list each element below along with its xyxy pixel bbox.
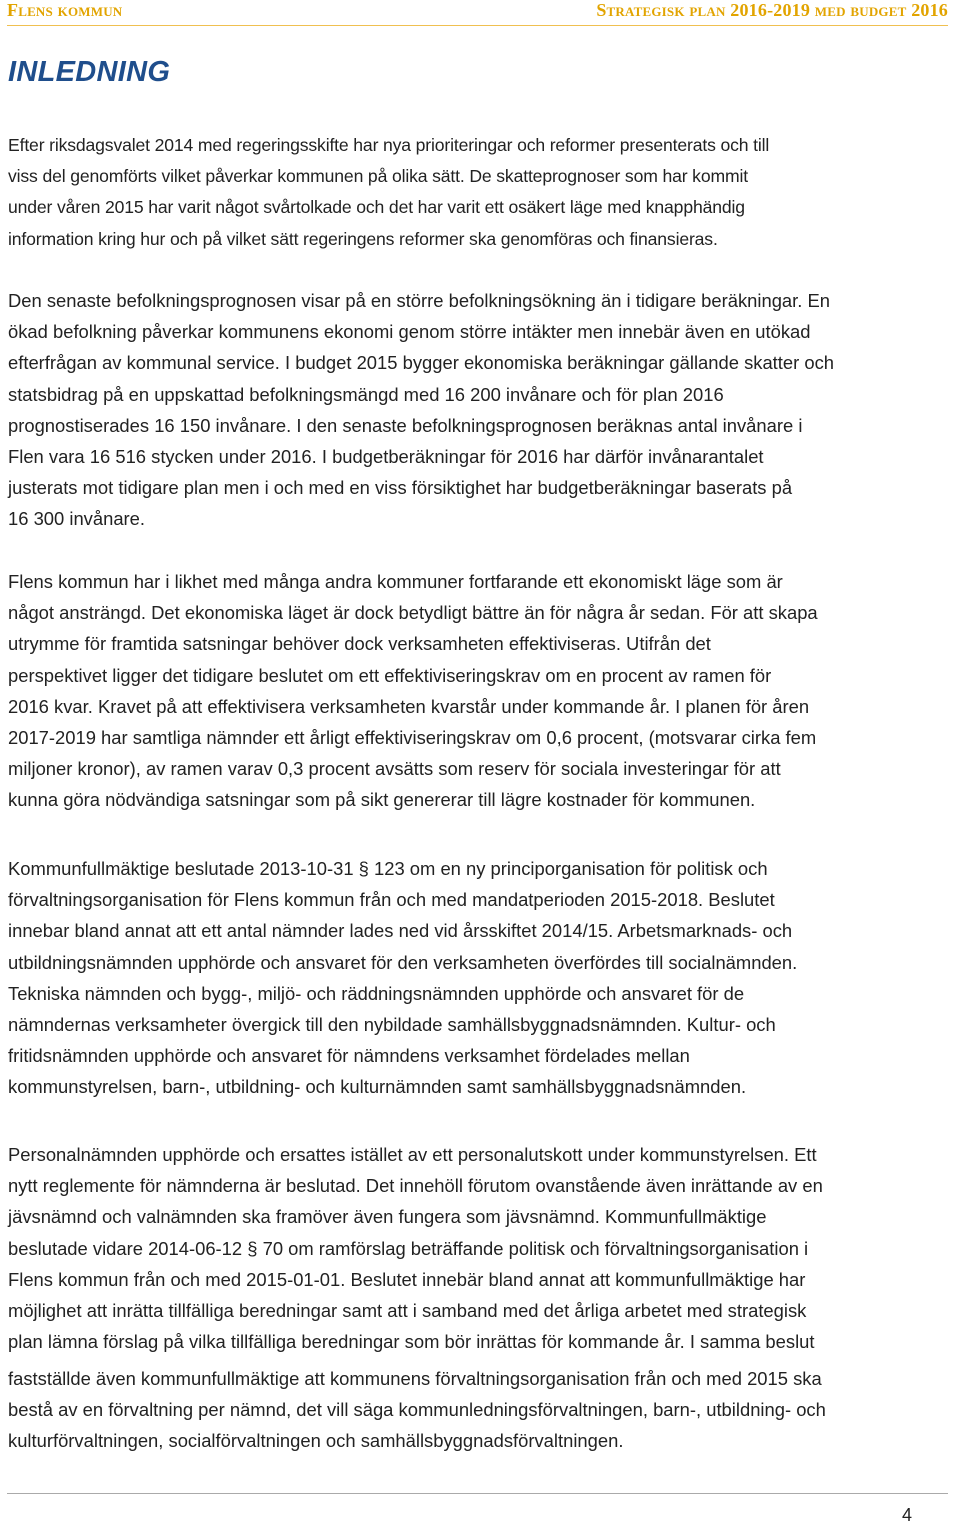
text-line: förvaltningsorganisation för Flens kommun från och med mandatperioden 2015-2018. Beslutet (8, 889, 775, 911)
text-line: 2017-2019 har samtliga nämnder ett årligt effektiviseringskrav om 0,6 procent, (motsvarar cirka fem (8, 727, 817, 749)
footer-divider (7, 1493, 948, 1494)
text-line: möjlighet att inrätta tillfälliga beredningar samt att i samband med det årliga arbetet med strategisk (8, 1300, 807, 1322)
text-line: information kring hur och på vilket sätt regeringens reformer ska genomföras och finansieras. (8, 228, 718, 249)
paragraph-5 (8, 1139, 943, 1357)
text-line: beslutade vidare 2014-06-12 § 70 om ramförslag beträffande politisk och förvaltningsorganisation i (8, 1237, 809, 1259)
text-line: perspektivet ligger det tidigare beslutet om ett effektiviseringskrav om en procent av ramen för (8, 664, 772, 686)
text-line: 16 300 invånare. (8, 508, 146, 530)
text-line: nämndernas verksamheter övergick till den nybildade samhällsbyggnadsnämnden. Kultur- och (8, 1014, 776, 1036)
text-line: kulturförvaltningen, socialförvaltningen och samhällsbyggnadsförvaltningen. (8, 1430, 624, 1452)
text-line: fritidsnämnden upphörde och ansvaret för nämndens verksamhet fördelades mellan (8, 1045, 690, 1067)
paragraph-3 (8, 566, 943, 816)
text-line: viss del genomförts vilket påverkar kommunen på olika sätt. De skatteprognoser som har kommit (8, 166, 748, 187)
text-line: statsbidrag på en uppskattad befolkningsmängd med 16 200 invånare och för plan 2016 (8, 383, 724, 405)
text-line: Flens kommun har i likhet med många andra kommuner fortfarande ett ekonomiskt läge som är (8, 571, 783, 592)
text-line: miljoner kronor), av ramen varav 0,3 procent avsätts som reserv för sociala investeringar för att (8, 758, 781, 780)
text-line: jävsnämnd och valnämnden ska framöver även fungera som jävsnämnd. Kommunfullmäktige (8, 1206, 767, 1228)
text-line: Flen vara 16 516 stycken under 2016. I budgetberäkningar för 2016 har därför invånarantalet (8, 446, 764, 468)
text-line: Efter riksdagsvalet 2014 med regeringsskifte har nya prioriteringar och reformer presenterats och till (8, 135, 770, 155)
paragraph-1 (8, 130, 943, 255)
text-line: efterfrågan av kommunal service. I budget 2015 bygger ekonomiska beräkningar gällande skatter och (8, 352, 835, 374)
text-line: justerats mot tidigare plan men i och med en viss försiktighet har budgetberäkningar baserats på (8, 477, 793, 499)
text-line: ökad befolkning påverkar kommunens ekonomi genom större intäkter men innebär även en utökad (8, 321, 811, 343)
page-number: 4 (901, 1505, 912, 1525)
text-line: prognostiserades 16 150 invånare. I den senaste befolkningsprognosen beräknas antal invånare i (8, 414, 803, 436)
text-line: kunna göra nödvändiga satsningar som på sikt genererar till lägre kostnader för kommunen. (8, 789, 756, 811)
paragraph-2 (8, 285, 943, 535)
header-divider (7, 25, 948, 26)
paragraph-4 (8, 853, 943, 1103)
text-line: Kommunfullmäktige beslutade 2013-10-31 § 123 om en ny principorganisation för politisk och (8, 858, 768, 879)
text-line: nytt reglemente för nämnderna är beslutad. Det innehöll förutom ovanstående även inrättande av en (8, 1175, 823, 1197)
text-line: plan lämna förslag på vilka tillfälliga beredningar som bör inrättas för kommande år. I samma beslut (8, 1331, 815, 1353)
header-right: Strategisk plan 2016-2019 med budget 2016 (596, 0, 948, 20)
paragraph-5-continued (8, 1363, 943, 1457)
text-line: Den senaste befolkningsprognosen visar på en större befolkningsökning än i tidigare beräkningar. En (8, 290, 830, 311)
page-header (7, 0, 948, 26)
text-line: något ansträngd. Det ekonomiska läget är dock betydligt bättre än för några år sedan. För att skapa (8, 602, 818, 624)
text-line: Flens kommun från och med 2015-01-01. Beslutet innebär bland annat att kommunfullmäktige har (8, 1268, 806, 1290)
section-title: INLEDNING (8, 56, 171, 88)
text-line: under våren 2015 har varit något svårtolkade och det har varit ett osäkert läge med knapphändig (8, 197, 745, 218)
text-line: Tekniska nämnden och bygg-, miljö- och räddningsnämnden upphörde och ansvaret för de (8, 982, 745, 1004)
text-line: innebar bland annat att ett antal nämnder lades ned vid årsskiftet 2014/15. Arbetsmarknads- och (8, 920, 793, 942)
text-line: bestå av en förvaltning per nämnd, det vill säga kommunledningsförvaltningen, barn-, utbildning- och (8, 1399, 826, 1421)
header-left: Flens kommun (7, 0, 123, 20)
text-line: fastställde även kommunfullmäktige att kommunens förvaltningsorganisation från och med 2015 ska (8, 1368, 822, 1389)
text-line: utbildningsnämnden upphörde och ansvaret för den verksamheten överfördes till socialnämnden. (8, 951, 798, 973)
text-line: Personalnämnden upphörde och ersattes istället av ett personalutskott under kommunstyrelsen. Ett (8, 1144, 817, 1165)
text-line: 2016 kvar. Kravet på att effektivisera verksamheten kvarstår under kommande år. I planen för åren (8, 695, 810, 717)
text-line: utrymme för framtida satsningar behöver dock verksamheten effektiviseras. Utifrån det (8, 633, 711, 655)
text-line: kommunstyrelsen, barn-, utbildning- och kulturnämnden samt samhällsbyggnadsnämnden. (8, 1076, 747, 1098)
